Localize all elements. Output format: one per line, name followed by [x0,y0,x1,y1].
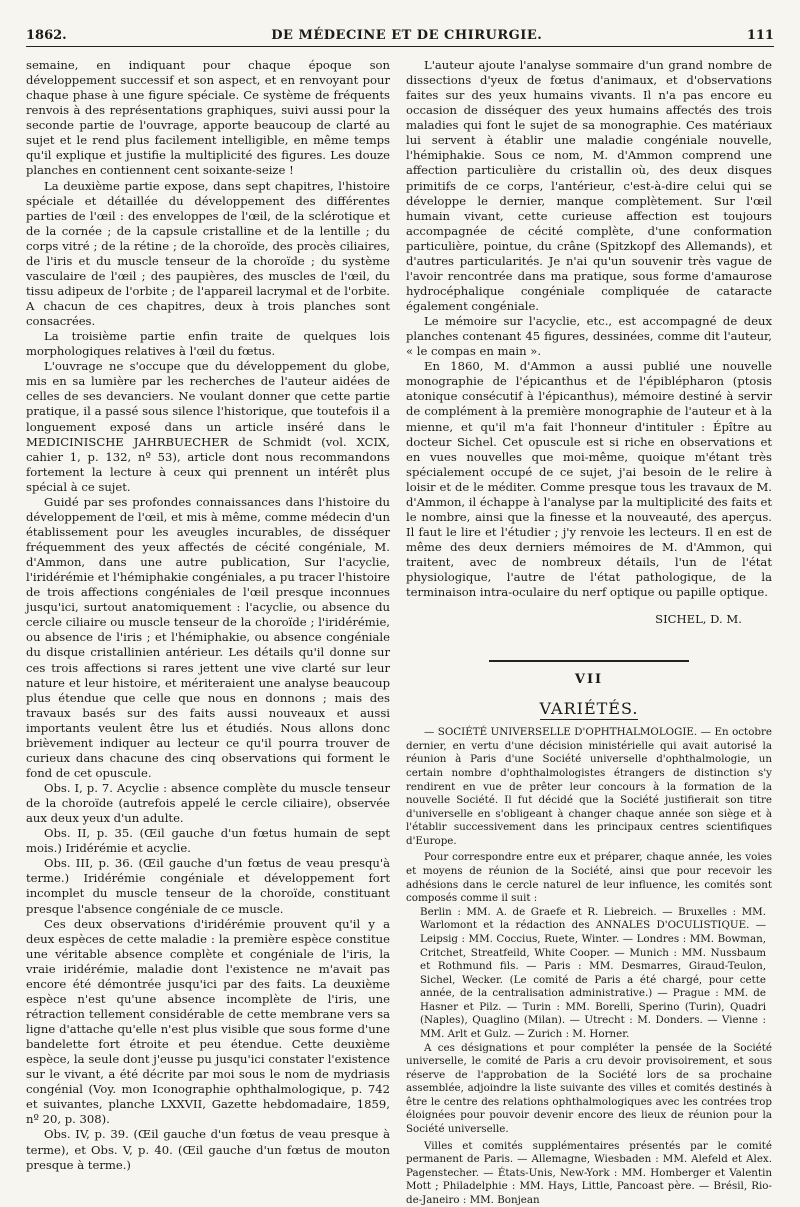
left-paragraph: Obs. III, p. 36. (Œil gauche d'un fœtus de veau presqu'à terme.) Iridérémie congéniale et développement fort incomplet du muscle tenseur de la choroïde, constituant presque l'absence congéniale de ce muscle. [26,856,390,916]
left-paragraph: Obs. II, p. 35. (Œil gauche d'un fœtus humain de sept mois.) Iridérémie et acyclie. [26,826,390,856]
left-column [26,58,390,1172]
right-paragraph: Le mémoire sur l'acyclie, etc., est accompagné de deux planches contenant 45 figures, dessinées, comme dit l'auteur, « le compas en main ». [406,314,772,359]
page-number: 111 [746,27,774,43]
section-number: VII [574,672,604,688]
varietes-paragraph: — SOCIÉTÉ UNIVERSELLE D'OPHTHALMOLOGIE. — En octobre dernier, en vertu d'une décision ministérielle qui avait autorisé la réunion à Paris d'une Société universelle d'ophthalmologie, un certain nombre d'ophthalmologistes étrangers de distinction s'y rendirent en vue de prêter leur concours à la formation de la nouvelle Société. Il fut décidé que la Société justifierait son titre d'universelle en s'obligeant à changer chaque année son siège et à l'établir successivement dans les principaux centres scientifiques d'Europe. [406,726,772,847]
section-title-text: VARIÉTÉS. [539,699,639,719]
review-continuation [406,58,772,600]
left-paragraph: L'ouvrage ne s'occupe que du développement du globe, mis en sa lumière par les recherches de l'auteur aidées de celles de ses devanciers. Ne voulant donner que cette partie pratique, il a passé sous silence l'historique, que toutefois il a longuement exposé dans un article inséré dans le MEDICINISCHE JAHRBUECHER de Schmidt (vol. XCIX, cahier 1, p. 132, nº 53), article dont nous recommandons fortement la lecture à ceux qui prennent un intérêt plus spécial à ce sujet. [26,359,390,494]
left-paragraph: semaine, en indiquant pour chaque époque son développement successif et son aspect, et en renvoyant pour chaque phase à une figure spéciale. Ce système de fréquents renvois à des représentations graphiques, suivi aussi pour la seconde partie de l'ouvrage, apporte beaucoup de clarté au sujet et le rend plus facilement intelligible, en même temps qu'il explique et justifie la multiplicité des figures. Les douze planches en contiennent cent soixante-seize ! [26,58,390,178]
committee-list [406,906,772,1042]
varietes-paragraph: Villes et comités supplémentaires présentés par le comité permanent de Paris. — Allemagne, Wiesbaden : MM. Alefeld et Alex. Pagenstecher. — États-Unis, New-York : MM. Homberger et Valentin Mott ; Philadelphie : MM. Hays, Little, Pancoast père. — Brésil, Rio-de-Janeiro : MM. Bonjean [406,1139,772,1206]
left-paragraph: Ces deux observations d'iridérémie prouvent qu'il y a deux espèces de cette maladie : la première espèce constitue une véritable absence complète et congéniale de l'iris, la vraie iridérémie, maladie dont l'existence ne m'avait pas encore été démontrée jusqu'ici par des faits. La deuxième espèce n'est qu'une absence incomplète de l'iris, une rétraction tellement considérable de cette membrane vers sa ligne d'attache qu'elle n'est plus visible que sous forme d'une bandelette fort étroite et peu étendue. Cette deuxième espèce, la seule dont j'eusse pu jusqu'ici constater l'existence sur le vivant, a été décrite par moi sous le nom de mydriasis congénial (Voy. mon Iconographie ophthalmologique, p. 742 et suivantes, planche LXXVII, Gazette hebdomadaire, 1859, nº 20, p. 308). [26,916,390,1127]
committee-cities: Berlin : MM. A. de Graefe et R. Liebreich. — Bruxelles : MM. Warlomont et la rédaction des ANNALES D'OCULISTIQUE. — Leipsig : MM. Coccius, Ruete, Winter. — Londres : MM. Bowman, Critchet, Streatfeild, White Cooper. — Munich : MM. Nussbaum et Rothmund fils. — Paris : MM. Desmarres, Giraud-Teulon, Sichel, Wecker. (Le comité de Paris a été chargé, pour cette année, de la centralisation administrative.) — Prague : MM. de Hasner et Pilz. — Turin : MM. Borelli, Sperino (Turin), Quadri (Naples), Quaglino (Milan). — Utrecht : M. Donders. — Vienne : MM. Arlt et Gulz. — Zurich : M. Horner. [420,905,766,1040]
header-title: DE MÉDECINE ET DE CHIRURGIE. [271,27,543,43]
left-paragraph: La deuxième partie expose, dans sept chapitres, l'histoire spéciale et détaillée du développement des différentes parties de l'œil : des enveloppes de l'œil, de la sclérotique et de la cornée ; de la capsule cristalline et de la lentille ; du corps vitré ; de la rétine ; de la choroïde, des procès ciliaires, de l'iris et du muscle tenseur de la choroïde ; du système vasculaire de l'œil ; des paupières, des muscles de l'œil, du tissu adipeux de l'orbite ; de l'appareil lacrymal et de l'orbite. A chacun de ces chapitres, deux à trois planches sont consacrées. [26,178,390,329]
right-paragraph: L'auteur ajoute l'analyse sommaire d'un grand nombre de dissections d'yeux de fœtus d'animaux, et d'observations faites sur des yeux humains vivants. Il n'a pas encore eu occasion de disséquer des yeux humains affectés des trois maladies qui font le sujet de sa monographie. Ces matériaux lui servent à établir une maladie congéniale nouvelle, l'hémiphakie. Sous ce nom, M. d'Ammon comprend une affection particulière du cristallin où, des deux disques primitifs de ce corps, l'antérieur, c'est-à-dire celui qui se développe le dernier, manque complètement. Sur l'œil humain vivant, cette curieuse affection est toujours accompagnée de cécité complète, d'une conformation particulière, pointue, du crâne (Spitzkopf des Allemands), et d'autres particularités. Je n'ai qu'un souvenir très vague de l'avoir rencontrée dans ma pratique, sous forme d'amaurose hydrocéphalique congéniale compliquée de cataracte également congéniale. [406,58,772,313]
section-title [406,699,772,718]
left-paragraph: Guidé par ses profondes connaissances dans l'histoire du développement de l'œil, et mis à même, comme médecin d'un établissement pour les aveugles incurables, de disséquer fréquemment des yeux affectés de cécité congéniale, M. d'Ammon, dans une autre publication, Sur l'acyclie, l'iridérémie et l'hémiphakie congéniales, a pu tracer l'histoire de trois affections congéniales de l'œil presque inconnues jusqu'ici, surtout anatomiquement : l'acyclie, ou absence du cercle ciliaire ou muscle tenseur de la choroïde ; l'iridérémie, ou absence de l'iris ; et l'hémiphakie, ou absence congéniale du disque cristallinien antérieur. Les détails qu'il donne sur ces trois affections si rares jettent une vive clarté sur leur nature et leur histoire, et mériteraient une analyse beaucoup plus étendue que celle que nous en donnons ; mais des travaux basés sur des faits aussi nouveaux et aussi importants veulent être lus et étudiés. Nous allons donc brièvement indiquer au lecteur ce qu'il pourra trouver de curieux dans chacune des cinq observations qui forment le fond de cet opuscule. [26,494,390,780]
right-column [406,58,772,1206]
header-year: 1862. [26,27,67,43]
section-divider [489,660,689,662]
right-paragraph: En 1860, M. d'Ammon a aussi publié une nouvelle monographie de l'épicanthus et de l'épiblépharon (ptosis atonique consécutif à l'épicanthus), mémoire destiné à servir de complément à la première monographie de l'auteur et à la mienne, et qu'il m'a fait l'honneur d'intituler : Épître au docteur Sichel. Cet opuscule est si riche en observations et en vues nouvelles que moi-même, quoique m'étant très spécialement occupé de ce sujet, j'ai besoin de le relire à loisir et de le méditer. Comme presque tous les travaux de M. d'Ammon, il échappe à l'analyse par la multiplicité des faits et le nombre, ainsi que la finesse et la nouveauté, des aperçus. Il faut le lire et l'étudier ; j'y renvoie les lecteurs. Il en est de même des deux derniers mémoires de M. d'Ammon, qui traitent, avec de nombreux détails, l'un de l'état physiologique, l'autre de l'état pathologique, de la terminaison intra-oculaire du nerf optique ou papille optique. [406,359,772,600]
left-paragraph: Obs. I, p. 7. Acyclie : absence complète du muscle tenseur de la choroïde (autrefois appelé le cercle ciliaire), observée aux deux yeux d'un adulte. [26,781,390,826]
left-paragraph: La troisième partie enfin traite de quelques lois morphologiques relatives à l'œil du fœtus. [26,329,390,359]
author-signature: SICHEL, D. M. [655,612,742,627]
running-head [26,24,774,47]
varietes-paragraph: Pour correspondre entre eux et préparer, chaque année, les voies et moyens de réunion de la Société, ainsi que pour recevoir les adhésions dans le cercle naturel de leur influence, les comités sont composés comme il suit : [406,851,772,905]
left-paragraph: Obs. IV, p. 39. (Œil gauche d'un fœtus de veau presque à terme), et Obs. V, p. 40. (Œil gauche d'un fœtus de mouton presque à terme.) [26,1127,390,1172]
varietes-paragraph: A ces désignations et pour compléter la pensée de la Société universelle, le comité de Paris a cru devoir provisoirement, et sous réserve de l'approbation de la Société lors de sa prochaine assemblée, adjoindre la liste suivante des villes et comités destinés à être le centre des relations ophthalmologiques avec les contrées trop éloignées pour pouvoir devenir encore des lieux de réunion pour la Société universelle. [406,1041,772,1136]
varietes-body [406,726,772,1207]
